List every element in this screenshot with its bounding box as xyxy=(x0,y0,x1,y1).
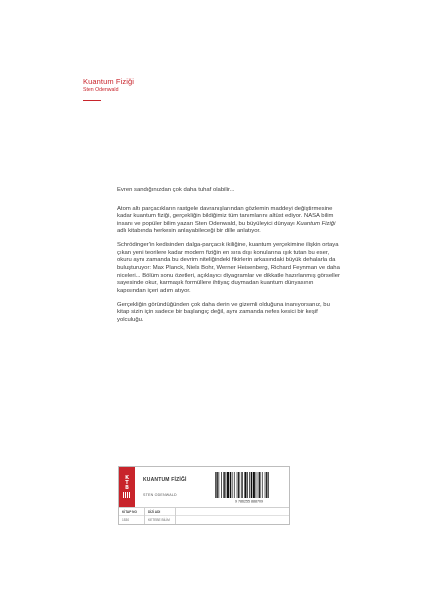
barcode-bar xyxy=(226,472,227,498)
logo-letter-t: T xyxy=(125,479,129,486)
kitap-no-value: 1530 xyxy=(122,517,130,522)
barcode-bar xyxy=(238,472,239,498)
isbn-number: 9 786255 888709 xyxy=(235,499,263,504)
barcode-bar xyxy=(221,472,222,498)
barcode-bars xyxy=(215,472,269,498)
barcode-bar xyxy=(259,472,260,498)
blurb-p2-text-a: Atom altı parçacıkların rastgele davranışlarından gözlemin maddeyi değiştirmesine kadar kuantum fiziği, gerçekliğin bildiğimiz tüm tanımlarını altüst ediyor. NASA bilim insanı ve popüler bilim yazarı Sten Odenwald, bu büyüleyici dünyayı xyxy=(117,205,334,227)
barcode-bar xyxy=(219,472,220,498)
title-rule xyxy=(83,100,101,101)
book-title: Kuantum Fiziği xyxy=(83,77,135,86)
blurb-paragraph-1 xyxy=(117,206,343,236)
card-column-divider-2 xyxy=(175,507,176,524)
barcode-bar xyxy=(230,472,231,498)
barcode-bar xyxy=(251,472,252,498)
blurb-lead: Evren sandığınızdan çok daha tuhaf olabilir... xyxy=(117,187,235,193)
dizi-adi-label: DİZİ ADI xyxy=(148,509,161,514)
publisher-logo xyxy=(119,467,135,507)
card-title: KUANTUM FİZİĞİ xyxy=(143,477,187,483)
logo-bars xyxy=(123,492,131,498)
barcode-bar xyxy=(237,472,238,498)
dizi-adi-value: KETEBE BİLİM xyxy=(148,517,170,522)
blurb-paragraph-3: Gerçekliğin göründüğünden çok daha derin ve gizemli olduğuna inanıyorsanız, bu kitap sizin için sadece bir başlangıç değil, aynı zamanda nefes kesici bir keşif yolculuğu. xyxy=(117,301,330,323)
barcode-bar xyxy=(234,472,235,498)
barcode-bar xyxy=(253,472,255,498)
blurb-paragraph-2: Schrödinger'in kedisinden dalga-parçacık ikiliğine, kuantum yerçekimine ilişkin ortaya çıkan yeni teorilere kadar modern fiziğin en sıra dışı konularına ışık tutan bu eser, okuru aynı zamanda bu devrim niteliğindeki fikirlerin arkasındaki büyük dehalarla da buluşturuyor: Max Planck, Niels Bohr, Werner Heisenberg, Richard Feynman ve daha niceleri... Bölüm sonu özetleri, açıklayıcı diyagramlar ve dikkatle hazırlanmış görseller sayesinde okur, karmaşık formüllere ihtiyaç duymadan kuantum dünyasının kapısından içeri adım atıyor. xyxy=(117,242,340,294)
barcode-bar xyxy=(258,472,259,498)
barcode-bar xyxy=(223,472,224,498)
card-author: STEN ODENWALD xyxy=(143,493,177,497)
barcode-bar xyxy=(215,472,216,498)
logo-letter-b: B xyxy=(125,485,129,492)
barcode-bar xyxy=(242,472,243,498)
barcode-bar xyxy=(256,472,257,498)
barcode-bar xyxy=(262,472,263,498)
blurb-p2-emphasis: Kuantum Fiziği xyxy=(296,220,336,227)
kitap-no-label: KİTAP NO xyxy=(122,509,137,514)
barcode-bar xyxy=(241,472,242,498)
book-author: Sten Odenwald xyxy=(83,87,119,93)
barcode-bar xyxy=(266,472,267,498)
barcode-bar xyxy=(249,472,250,498)
blurb-p2-text-b: adlı kitabında herkesin anlayabileceği bir dille anlatıyor. xyxy=(117,228,261,235)
barcode-bar xyxy=(227,472,229,498)
barcode-bar xyxy=(265,472,266,498)
card-column-divider-1 xyxy=(144,507,145,524)
barcode-bar xyxy=(216,472,217,498)
logo-letter-k: K xyxy=(125,474,129,481)
barcode-bar xyxy=(244,472,246,498)
barcode-card xyxy=(118,466,290,525)
blurb xyxy=(117,187,343,330)
barcode-bar xyxy=(247,472,248,498)
isbn-barcode xyxy=(213,471,285,504)
barcode-bar xyxy=(232,472,233,498)
barcode-bar xyxy=(268,472,269,498)
